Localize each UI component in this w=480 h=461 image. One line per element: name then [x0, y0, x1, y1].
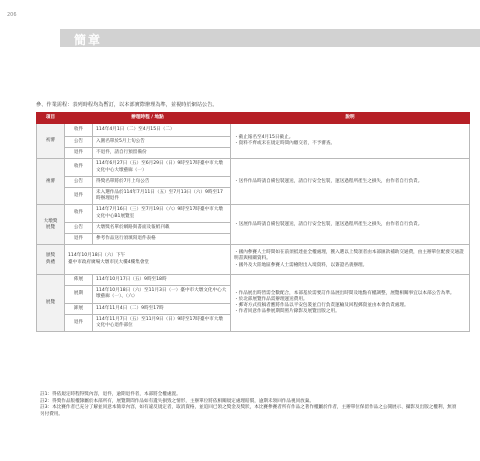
stage-cell: 複審	[37, 159, 65, 205]
description-cell	[231, 275, 470, 332]
description-cell	[231, 245, 470, 275]
description-line: ・於北部展覽作品需辦理運送費用。	[234, 296, 308, 302]
schedule-detail-cell: 未入選作品於114年7月11日（五）至7月13日（六）9時至17時辦理退件	[93, 187, 231, 204]
item-cell: 公告	[65, 222, 93, 233]
schedule-detail-cell: 114年10月18日（六）至11月3日（一）臺中市大墩文化中心大墩藝廊（一）、（六）	[93, 286, 231, 303]
schedule-detail-cell: 參考作品送行須填寫退件表格	[93, 233, 231, 244]
item-cell: 卸展	[65, 303, 93, 314]
schedule-detail-cell: 得獎名單將於7月上旬公告	[93, 176, 231, 187]
item-cell: 退件	[65, 187, 93, 204]
chapter-header-band	[60, 29, 480, 47]
stage-cell: 大墩獎 展覽	[37, 205, 65, 245]
schedule-detail-cell: 114年11月4日（二）9時至17時	[93, 303, 231, 314]
header-item: 項目	[37, 113, 65, 124]
page-number: 206	[7, 12, 17, 18]
schedule-table	[36, 112, 470, 332]
description-line: ・作者同意作品參展期間照片錄影及展覽出版之用。	[234, 309, 340, 315]
schedule-detail-cell: 入圍名單於5月上旬公告	[93, 137, 231, 148]
description-line: ・資料不齊或未在規定時間內繳交者，不予審查。	[234, 141, 336, 147]
item-cell: 收件	[65, 205, 93, 222]
schedule-detail-cell: 114年4月1日（二）至4月15日（二）	[93, 124, 231, 137]
table-row	[37, 124, 470, 137]
description-line: ・送件作品時請自備包裝運送，請自行安全包裝，運送過程所產生之損失，由作者自行負責。	[234, 178, 423, 184]
stage-cell: 初審	[37, 124, 65, 159]
description-line: ・送展作品時請自備包裝運送，請自行安全包裝，運送過程所產生之損失，由作者自行負責。	[234, 221, 423, 227]
footnotes	[40, 392, 460, 419]
description-cell	[231, 159, 470, 205]
table-row	[37, 245, 470, 275]
schedule-detail-cell: 114年7月16日（三）至7月19日（六）9時至17時臺中市大墩文化中心B1展覽室	[93, 205, 231, 222]
description-line: ・作品展出時皆需全數配合，本部基於需要訂作品展出時間及地點有權調整，展覽相關事宜以本部公告為準。	[234, 290, 455, 296]
footnote-3: 註3：本比賽作者已充分了解並同意本簡章內容，如有違反規定者，取消資格，並追回已領之獎金及獎狀，本比賽參賽者所有作品之著作權屬於作者，主辦單位保留作品之公開展示、攝影及出版之權利，無須另付費用。	[40, 405, 457, 417]
header-schedule: 辦理時程 / 地點	[65, 113, 231, 124]
schedule-detail-cell: 114年10月18日（六）下午 臺中市政府廣場大墩市民大樓4樓集會堂	[65, 245, 231, 275]
table-row	[37, 205, 470, 222]
footnote-1: 註1：得依規定時程得獎內容，退件，逾期退件者，本部將全權處置。	[40, 392, 181, 397]
item-cell: 公告	[65, 176, 93, 187]
intro-text: 參、作業需程：表列時程均為暫訂，以本部實際辦理為準，並視時於網站公告。	[36, 102, 218, 108]
schedule-detail-cell: 114年11月7日（五）至11月9日（日）9時至17時臺中市大墩文化中心退件部位	[93, 314, 231, 331]
schedule-detail-cell: 114年10月17日（五）9時至18時	[93, 275, 231, 286]
stage-cell: 頒獎 典禮	[37, 245, 65, 275]
item-cell: 公告	[65, 137, 93, 148]
item-cell: 退件	[65, 148, 93, 159]
schedule-detail-cell: 大墩獎名單於網路與書面及報紙刊載	[93, 222, 231, 233]
schedule-detail-cell: 114年6月27日（五）至6月29日（日）9時至17時臺中市大墩文化中心大墩藝廊（一）	[93, 159, 231, 176]
footnote-2: 註2：得獎作品版權隸屬於本部所有，展覽期間作品如有遺失損毀之情形，主辦單位將依相關規定處理賠償，逾期未領回作品視同放棄。	[40, 398, 314, 404]
table-row	[37, 159, 470, 176]
description-cell	[231, 124, 470, 159]
item-cell: 退件	[65, 314, 93, 331]
item-cell: 收件	[65, 159, 93, 176]
stage-cell: 展覽	[37, 275, 65, 332]
item-cell: 佈展	[65, 275, 93, 286]
item-cell: 退件	[65, 233, 93, 244]
description-line: ・截止報名至4月15日截止。	[234, 135, 294, 140]
item-cell: 收件	[65, 124, 93, 137]
description-cell	[231, 205, 470, 245]
chapter-title: 簡章	[74, 33, 103, 47]
header-description: 說明	[231, 113, 470, 124]
table-row	[37, 275, 470, 286]
schedule-detail-cell: 不退件，請自行預留備份	[93, 148, 231, 159]
item-cell: 展期	[65, 286, 93, 303]
description-line: ・郵寄方式投稿者應將作品以平安包裝並自行負責運輸及回程郵資並由本會負責處理。	[234, 303, 409, 309]
table-header-row	[37, 113, 470, 124]
description-line: ・國外及大陸地區參賽人士需檢附出入境資料，以簽證名義辦理。	[234, 262, 368, 268]
description-line: ・國內參賽人士時間如在前須抵達並全權處理，獲入選以上獎項者由本部匯款補助交通費，由主辦單位配發交通證明書與相關資料。	[234, 250, 464, 262]
